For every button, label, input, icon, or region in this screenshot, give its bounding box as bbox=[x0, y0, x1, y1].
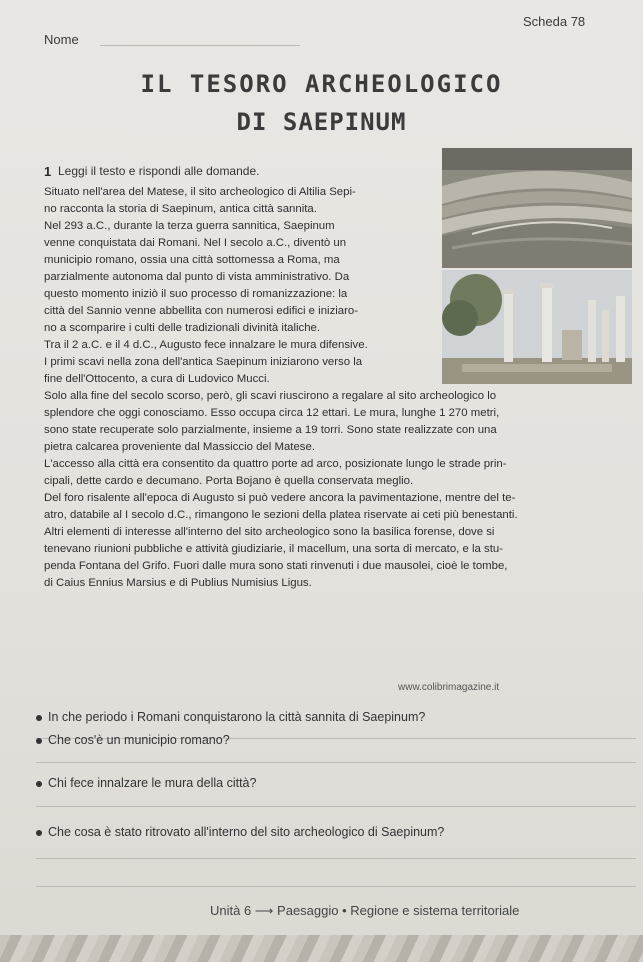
text-line: Altri elementi di interesse all'interno del sito archeologico sono la basilica forense, dove si bbox=[44, 526, 495, 538]
text-line: questo momento iniziò il suo processo di romanizzazione: la bbox=[44, 288, 348, 300]
columns-ruins-photo bbox=[442, 270, 632, 384]
text-line: tenevano riunioni pubbliche e attività giudiziarie, il macellum, una sorta di mercato, e la stu- bbox=[44, 543, 504, 555]
text-line: venne conquistata dai Romani. Nel I secolo a.C., diventò un bbox=[44, 237, 347, 249]
footer-unit: Unità 6 ⟶ Paesaggio • Regione e sistema territoriale bbox=[210, 903, 520, 918]
text-line: L'accesso alla città era consentito da quattro porte ad arco, posizionate lungo le strade prin- bbox=[44, 458, 507, 470]
text-line: cipali, dette cardo e decumano. Porta Bojano è quella conservata meglio. bbox=[44, 475, 414, 487]
text-line: no racconta la storia di Saepinum, antica città sannita. bbox=[44, 203, 317, 215]
answer-line[interactable] bbox=[36, 886, 636, 887]
question-text: Che cos'è un municipio romano? bbox=[48, 733, 230, 747]
question-4 bbox=[36, 825, 444, 839]
bullet-icon bbox=[36, 715, 42, 721]
answer-line[interactable] bbox=[36, 762, 636, 763]
text-line: Solo alla fine del secolo scorso, però, gli scavi riuscirono a regalare al sito archeologico lo bbox=[44, 390, 497, 402]
page-title-line1: IL TESORO ARCHEOLOGICO bbox=[140, 70, 503, 98]
text-line: Situato nell'area del Matese, il sito archeologico di Altilia Sepi- bbox=[44, 186, 356, 198]
name-field-line bbox=[100, 45, 300, 46]
bullet-icon bbox=[36, 781, 42, 787]
text-line: Del foro risalente all'epoca di Augusto si può vedere ancora la pavimentazione, mentre del te- bbox=[44, 492, 516, 504]
text-line: municipio romano, ossia una città sottomessa a Roma, ma bbox=[44, 254, 340, 266]
question-2 bbox=[36, 733, 230, 747]
text-line: fine dell'Ottocento, a cura di Ludovico Mucci. bbox=[44, 373, 270, 385]
exercise-instruction: Leggi il testo e rispondi alle domande. bbox=[58, 164, 260, 178]
answer-line[interactable] bbox=[36, 858, 636, 859]
text-line: sono state recuperate solo parzialmente, insieme a 19 torri. Sono state realizzate con una bbox=[44, 424, 497, 436]
text-line: splendore che oggi conosciamo. Esso occupa circa 12 ettari. Le mura, lunghe 1 270 metri, bbox=[44, 407, 500, 419]
answer-line[interactable] bbox=[36, 806, 636, 807]
text-line: no a scomparire i culti delle tradizionali divinità italiche. bbox=[44, 322, 321, 334]
exercise-number: 1 bbox=[44, 164, 52, 179]
text-line: Tra il 2 a.C. e il 4 d.C., Augusto fece innalzare le mura difensive. bbox=[44, 339, 368, 351]
page-title-line2: DI SAEPINUM bbox=[236, 108, 407, 136]
text-line: di Caius Ennius Marsius e di Publius Numisius Ligus. bbox=[44, 577, 312, 589]
text-line: I primi scavi nella zona dell'antica Saepinum iniziarono verso la bbox=[44, 356, 363, 368]
text-line: Nel 293 a.C., durante la terza guerra sannitica, Saepinum bbox=[44, 220, 335, 232]
question-text: Che cosa è stato ritrovato all'interno del sito archeologico di Saepinum? bbox=[48, 825, 445, 839]
bullet-icon bbox=[36, 738, 42, 744]
bullet-icon bbox=[36, 830, 42, 836]
question-text: In che periodo i Romani conquistarono la città sannita di Saepinum? bbox=[48, 710, 426, 724]
decorative-band bbox=[0, 935, 643, 962]
question-text: Chi fece innalzare le mura della città? bbox=[48, 776, 257, 790]
source-url: www.colibrimagazine.it bbox=[398, 682, 500, 693]
question-1 bbox=[36, 710, 425, 724]
text-line: pietra calcarea proveniente dal Massiccio del Matese. bbox=[44, 441, 315, 453]
text-line: penda Fontana del Grifo. Fuori dalle mura sono stati rinvenuti i due mausolei, cioè le tombe, bbox=[44, 560, 508, 572]
sheet-number: Scheda 78 bbox=[523, 14, 586, 29]
question-3 bbox=[36, 776, 256, 790]
text-line: parzialmente autonoma dal punto di vista amministrativo. Da bbox=[44, 271, 350, 283]
amphitheater-photo bbox=[442, 148, 632, 268]
text-line: città del Sannio venne abbellita con numerosi edifici e iniziaro- bbox=[44, 305, 359, 317]
name-label: Nome bbox=[44, 32, 79, 47]
text-line: atro, databile al I secolo d.C., rimangono le sezioni della platea riservate ai ceti più benestanti. bbox=[44, 509, 518, 521]
